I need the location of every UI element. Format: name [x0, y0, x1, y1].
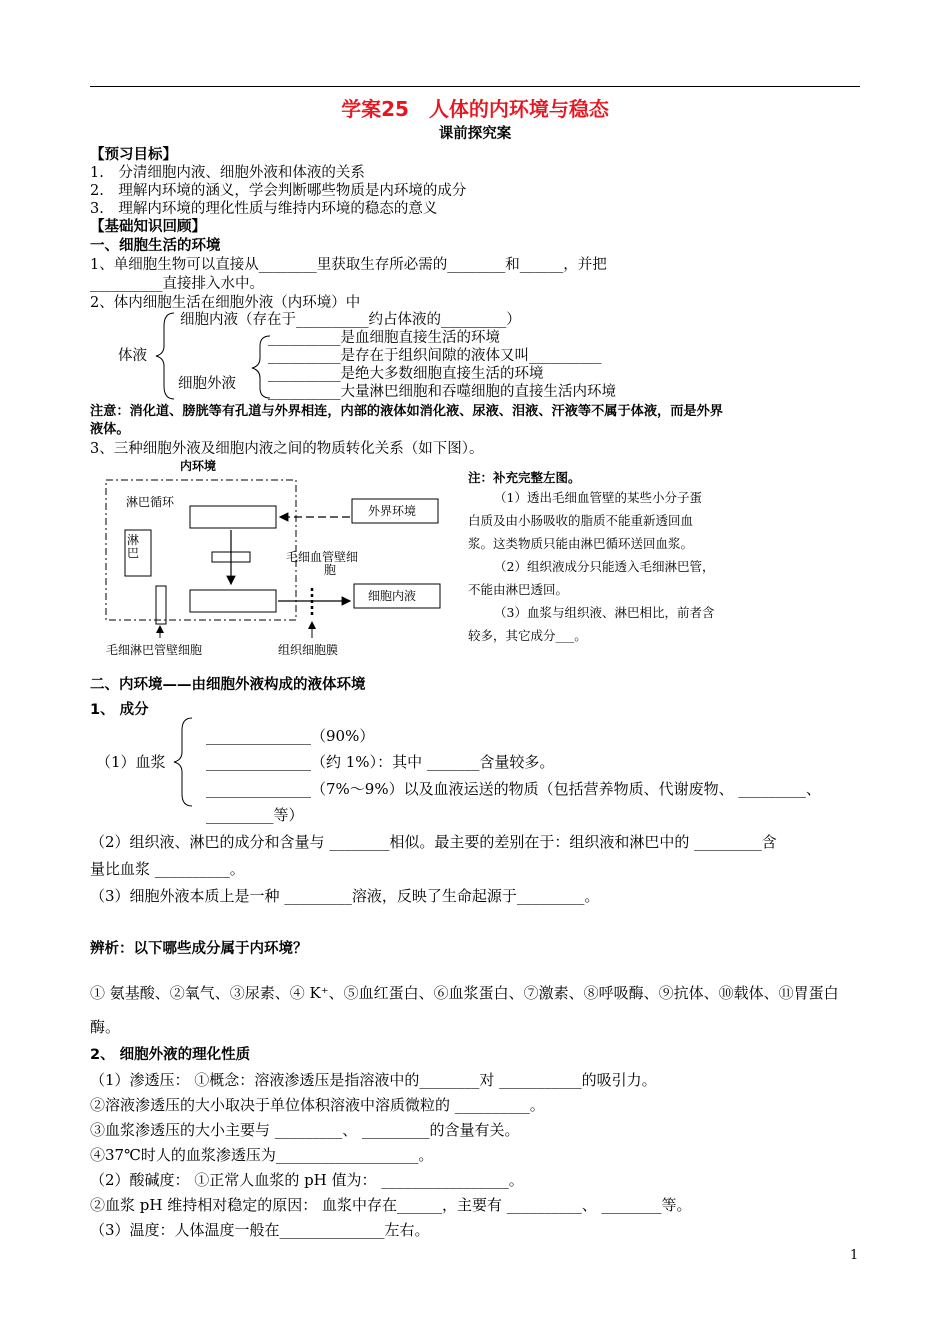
material-exchange-diagram — [100, 456, 460, 660]
preview-item: 3. 理解内环境的理化性质与维持内环境的稳态的意义 — [90, 201, 438, 217]
label-lymph-circulation: 淋巴循环 — [126, 495, 175, 509]
analysis-line1: ① 氨基酸、②氧气、③尿素、④ K⁺、⑤血红蛋白、⑥血浆蛋白、⑦激素、⑧呼吸酶、⑨抗体、⑩载体、⑪胃蛋白 — [90, 984, 839, 1002]
section2-title: 二、内环境——由细胞外液构成的液体环境 — [90, 677, 366, 693]
extracellular-item: __________是血细胞直接生活的环境 — [268, 330, 500, 346]
extracellular-item: __________是绝大多数细胞直接生活的环境 — [268, 366, 544, 382]
side-note-line: （3）血浆与组织液、淋巴相比，前者含 — [494, 605, 715, 620]
property-line: ②溶液渗透压的大小取决于单位体积溶液中溶质微粒的 __________。 — [90, 1096, 545, 1114]
preview-item: 2. 理解内环境的涵义，学会判断哪些物质是内环境的成分 — [90, 183, 467, 199]
body-fluid-label: 体液 — [118, 348, 147, 364]
side-note-line: 不能由淋巴透回。 — [468, 582, 569, 597]
property-line: （2）酸碱度： ①正常人血浆的 pH 值为： _________________。 — [90, 1171, 524, 1189]
label-cell-membrane: 组织细胞膜 — [278, 643, 339, 657]
property-line: （3）温度：人体温度一般在______________左右。 — [90, 1221, 430, 1239]
note-line1: 注意：消化道、膀胱等有孔道与外界相连，内部的液体如消化液、尿液、泪液、汗液等不属于体液，而是外界 — [90, 404, 723, 419]
property-line: ②血浆 pH 维持相对稳定的原因： 血浆中存在______，主要有 __________、 ________等。 — [90, 1196, 692, 1214]
side-note-line: 较多，其它成分___。 — [468, 628, 587, 643]
box-tissue-fluid — [190, 590, 276, 612]
page-number: 1 — [850, 1248, 859, 1263]
label-lymph-b: 巴 — [127, 546, 140, 560]
lymph-capillary-wall-cell — [156, 586, 166, 624]
side-note-line: 白质及由小肠吸收的脂质不能重新透回血 — [468, 513, 694, 528]
label-intracellular-fluid: 细胞内液 — [368, 589, 417, 603]
paragraph2-line1: （2）组织液、淋巴的成分和含量与 ________相似。最主要的差别在于：组织液和淋巴中的 _________含 — [90, 833, 777, 851]
side-note-line: （1）透出毛细血管壁的某些小分子蛋 — [494, 490, 702, 505]
paragraph2-line2: 量比血浆 __________。 — [90, 860, 245, 878]
box-plasma — [190, 506, 276, 528]
extracellular-item: __________是存在于组织间隙的液体又叫__________ — [268, 348, 602, 364]
preview-item: 1. 分清细胞内液、细胞外液和体液的关系 — [90, 165, 365, 181]
extracellular-fluid: 细胞外液 — [178, 376, 236, 392]
subsection-properties: 2、 细胞外液的理化性质 — [90, 1047, 251, 1063]
page-subtitle: 课前探究案 — [438, 126, 512, 142]
review-heading: 【基础知识回顾】 — [90, 219, 206, 235]
plasma-item: ______________（约 1%）：其中 _______含量较多。 — [206, 753, 555, 771]
plasma-item: ______________（7%～9%）以及血液运送的物质（包括营养物质、代谢废物、 _________、 — [206, 780, 821, 798]
paragraph3: （3）细胞外液本质上是一种 _________溶液，反映了生命起源于_________。 — [90, 887, 600, 905]
plasma-label: （1）血浆 — [96, 753, 166, 771]
analysis-title: 辨析：以下哪些成分属于内环境？ — [90, 941, 308, 957]
property-line: ④37℃时人的血浆渗透压为___________________。 — [90, 1146, 434, 1164]
subsection-composition: 1、 成分 — [90, 702, 149, 718]
question3: 3、三种细胞外液及细胞内液之间的物质转化关系（如下图）。 — [90, 441, 484, 457]
intracellular-fluid: 细胞内液（存在于__________约占体液的_________） — [180, 312, 521, 328]
analysis-line2: 酶。 — [90, 1018, 121, 1036]
question2: 2、体内细胞生活在细胞外液（内环境）中 — [90, 295, 361, 311]
side-note-line: 浆。这类物质只能由淋巴循环送回血浆。 — [468, 536, 694, 551]
question1-line1: 1、单细胞生物可以直接从________里获取生存所必需的________和______，并把 — [90, 257, 607, 273]
extracellular-item: __________大量淋巴细胞和吞噬细胞的直接生活内环境 — [268, 384, 616, 400]
label-lymph-a: 淋 — [127, 533, 140, 547]
property-line: ③血浆渗透压的大小主要与 _________、 _________的含量有关。 — [90, 1121, 520, 1139]
side-note-title: 注：补充完整左图。 — [468, 470, 581, 485]
plasma-item: ______________（90%） — [206, 727, 375, 745]
question1-line2: __________直接排入水中。 — [90, 276, 264, 292]
label-internal-environment: 内环境 — [180, 459, 217, 473]
section1-title: 一、细胞生活的环境 — [90, 238, 221, 254]
note-line2: 液体。 — [90, 422, 130, 437]
side-note-line: （2）组织液成分只能透入毛细淋巴管， — [494, 559, 715, 574]
preview-heading: 【预习目标】 — [90, 147, 177, 163]
page-title: 学案25 人体的内环境与稳态 — [341, 97, 609, 121]
plasma-item: _________等） — [206, 806, 304, 824]
property-line: （1）渗透压： ①概念：溶液渗透压是指溶液中的________对 ___________的吸引力。 — [90, 1071, 657, 1089]
label-external-environment: 外界环境 — [368, 504, 417, 518]
label-capillary-wall-b: 胞 — [324, 563, 337, 577]
label-capillary-wall-a: 毛细血管壁细 — [286, 550, 359, 564]
label-lymph-capillary-wall: 毛细淋巴管壁细胞 — [106, 643, 203, 657]
top-rule — [90, 86, 860, 87]
plasma-brace — [172, 716, 196, 808]
